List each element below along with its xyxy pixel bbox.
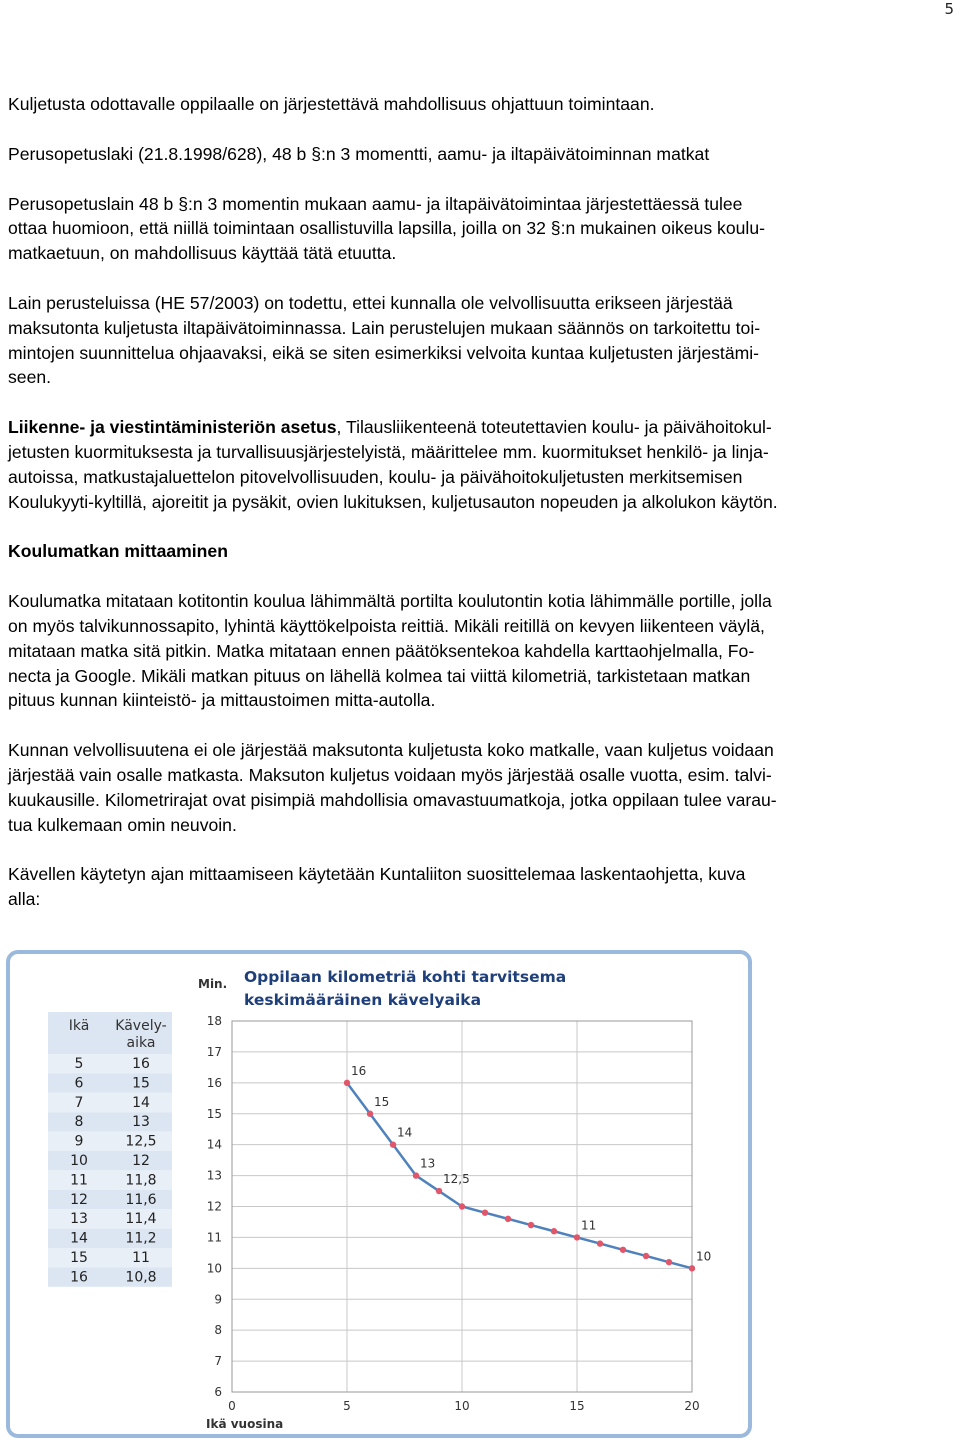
- y-tick-label: 11: [206, 1230, 222, 1245]
- data-point: [666, 1259, 672, 1265]
- table-cell-time: 15: [132, 1075, 150, 1092]
- paragraph: Kuljetusta odottavalle oppilaalle on järjestettävä mahdollisuus ohjattuun toimintaan.: [8, 94, 655, 114]
- data-label: 16: [351, 1063, 367, 1078]
- paragraph-line: Lain perusteluissa (HE 57/2003) on todettu, ettei kunnalla ole velvollisuutta erikseen järjestää: [8, 292, 733, 313]
- bold-title: Liikenne- ja viestintäministeriön asetus: [8, 417, 337, 438]
- paragraph-line: mitataan matka sitä pitkin. Matka mitataan ennen päätöksentekoa kahdella karttaohjelmalla, Fo-: [8, 640, 755, 661]
- table-row: [48, 1093, 172, 1112]
- data-point: [413, 1172, 419, 1178]
- table-cell-age: 5: [74, 1056, 84, 1072]
- data-point: [551, 1228, 557, 1234]
- table-cell-age: 11: [70, 1172, 88, 1189]
- x-tick-label: 15: [569, 1399, 585, 1413]
- y-tick-label: 18: [206, 1014, 222, 1028]
- document-body: [8, 92, 954, 912]
- table-row: [48, 1073, 172, 1092]
- data-point: [620, 1247, 626, 1253]
- table-cell-time: 11,4: [125, 1211, 157, 1228]
- paragraph-line: jetusten kuormituksesta ja turvallisuusjärjestelyistä, määrittelee mm. kuormitukset henkilö- ja linja-: [8, 441, 769, 462]
- data-point: [367, 1111, 373, 1117]
- table-cell-time: 13: [132, 1114, 150, 1131]
- data-point: [390, 1141, 396, 1147]
- paragraph-line: Koulumatka mitataan kotitontin koulua lähimmältä portilta koulutontin kotia lähimmälle portille, jolla: [8, 591, 772, 612]
- y-tick-label: 9: [214, 1292, 222, 1307]
- x-tick-label: 5: [343, 1399, 351, 1413]
- data-label: 13: [420, 1156, 436, 1171]
- table-cell-age: 7: [74, 1094, 84, 1111]
- paragraph-text: , Tilausliikenteenä toteutettavien koulu- ja päivähoitokul-: [336, 417, 772, 438]
- table-cell-time: 12,5: [125, 1133, 157, 1150]
- section-heading: Perusopetuslaki (21.8.1998/628), 48 b §:n 3 momentti, aamu- ja iltapäivätoiminnan matkat: [8, 143, 710, 164]
- table-cell-age: 6: [74, 1075, 84, 1092]
- y-axis-label: Min.: [198, 977, 228, 991]
- table-cell-age: 12: [70, 1191, 88, 1208]
- data-label: 11: [581, 1218, 597, 1233]
- walking-time-figure: [6, 950, 752, 1438]
- paragraph-line: on myös talvikunnossapito, lyhintä käyttökelpoista reittiä. Mikäli reitillä on kevyen liikenteen väylä,: [8, 615, 765, 636]
- data-point: [459, 1203, 465, 1209]
- y-tick-label: 6: [214, 1385, 222, 1399]
- table-cell-time: 16: [132, 1056, 150, 1072]
- data-point: [643, 1253, 649, 1259]
- table-cell-age: 13: [70, 1211, 88, 1228]
- table-cell-time: 12: [132, 1153, 150, 1169]
- data-point: [482, 1209, 488, 1215]
- paragraph-line: seen.: [8, 367, 52, 388]
- paragraph-line: matkaetuun, on mahdollisuus käyttää tätä etuutta.: [8, 243, 397, 264]
- paragraph-line: tua kulkemaan omin neuvoin.: [8, 814, 237, 835]
- table-row: [48, 1112, 172, 1131]
- table-header-time: aika: [126, 1035, 156, 1051]
- y-tick-label: 17: [206, 1044, 222, 1059]
- data-point: [528, 1222, 534, 1228]
- table-cell-time: 11,6: [125, 1191, 157, 1208]
- paragraph-line: Perusopetuslain 48 b §:n 3 momentin mukaan aamu- ja iltapäivätoimintaa järjestettäessä tulee: [8, 193, 743, 214]
- paragraph-line: necta ja Google. Mikäli matkan pituus on lähellä kolmea tai viittä kilometriä, tarkistetaan matkan: [8, 665, 751, 686]
- table-cell-age: 10: [70, 1153, 88, 1169]
- chart-subtitle: keskimääräinen kävelyaika: [244, 991, 482, 1009]
- data-label: 14: [397, 1125, 413, 1140]
- data-point: [436, 1188, 442, 1194]
- y-tick-label: 13: [206, 1168, 222, 1183]
- table-cell-age: 16: [70, 1269, 88, 1286]
- y-tick-label: 10: [206, 1261, 222, 1276]
- table-cell-age: 15: [70, 1250, 88, 1266]
- data-point: [597, 1240, 603, 1246]
- section-heading: Koulumatkan mittaaminen: [8, 541, 228, 562]
- paragraph-line: kuukausille. Kilometrirajat ovat pisimpiä mahdollisia omavastuumatkoja, jotka oppilaan tulee varau-: [8, 789, 777, 810]
- table-cell-age: 14: [70, 1230, 88, 1247]
- data-label: 10: [696, 1249, 712, 1264]
- data-label: 15: [374, 1094, 390, 1109]
- paragraph-line: [8, 415, 954, 440]
- data-point: [574, 1234, 580, 1240]
- table-cell-age: 8: [74, 1114, 84, 1131]
- table-header-age: Ikä: [68, 1018, 90, 1034]
- paragraph-line: Kävellen käytetyn ajan mittaamiseen käytetään Kuntaliiton suosittelemaa laskentaohjetta, kuva: [8, 864, 746, 885]
- y-tick-label: 12: [206, 1199, 222, 1214]
- data-point: [344, 1080, 350, 1086]
- table-cell-time: 11: [132, 1250, 150, 1266]
- chart-title: Oppilaan kilometriä kohti tarvitsema: [244, 968, 567, 986]
- y-tick-label: 7: [214, 1354, 222, 1369]
- y-tick-label: 16: [206, 1075, 222, 1090]
- x-tick-label: 20: [684, 1399, 700, 1413]
- table-cell-time: 11,2: [125, 1230, 157, 1247]
- table-cell-time: 10,8: [125, 1269, 157, 1286]
- data-point: [505, 1216, 511, 1222]
- paragraph-line: Kunnan velvollisuutena ei ole järjestää maksutonta kuljetusta koko matkalle, vaan kuljetus voidaan: [8, 740, 774, 761]
- data-label: 12,5: [443, 1172, 470, 1187]
- paragraph-line: järjestää vain osalle matkasta. Maksuton kuljetus voidaan myös järjestää osalle vuotta, esim. talvi-: [8, 764, 772, 785]
- paragraph-line: pituus kunnan kiinteistö- ja mittaustoimen mitta-autolla.: [8, 690, 436, 711]
- data-point: [689, 1265, 695, 1271]
- paragraph-line: autoissa, matkustajaluettelon pitovelvollisuuden, koulu- ja päivähoitokuljetusten merkitsemisen: [8, 466, 743, 487]
- table-header-walk: Kävely-: [115, 1018, 167, 1034]
- x-axis-label: Ikä vuosina: [206, 1417, 284, 1431]
- paragraph-line: ottaa huomioon, että niillä toimintaan osallistuvilla lapsilla, joilla on 32 §:n mukainen oikeus koulu-: [8, 218, 765, 239]
- y-tick-label: 8: [214, 1323, 222, 1338]
- paragraph-line: alla:: [8, 889, 41, 910]
- table-cell-time: 14: [132, 1094, 150, 1111]
- paragraph-line: maksutonta kuljetusta iltapäivätoiminnassa. Lain perustelujen mukaan säännös on tarkoitettu toi-: [8, 317, 761, 338]
- x-tick-label: 0: [228, 1399, 236, 1413]
- y-tick-label: 15: [206, 1106, 222, 1121]
- page-number: 5: [944, 0, 954, 18]
- table-cell-time: 11,8: [125, 1172, 157, 1189]
- paragraph-line: Koulukyyti-kyltillä, ajoreitit ja pysäkit, ovien lukituksen, kuljetusauton nopeuden ja alkolukon käytön.: [8, 491, 778, 512]
- table-row: [48, 1248, 172, 1267]
- x-tick-label: 10: [454, 1399, 470, 1413]
- y-tick-label: 14: [206, 1137, 222, 1152]
- table-cell-age: 9: [74, 1133, 84, 1150]
- walking-time-chart: [10, 954, 748, 1434]
- paragraph-line: mintojen suunnittelua ohjaavaksi, eikä se siten esimerkiksi velvoita kuntaa kuljetusten järjestämi-: [8, 342, 760, 363]
- table-row: [48, 1151, 172, 1170]
- table-row: [48, 1054, 172, 1073]
